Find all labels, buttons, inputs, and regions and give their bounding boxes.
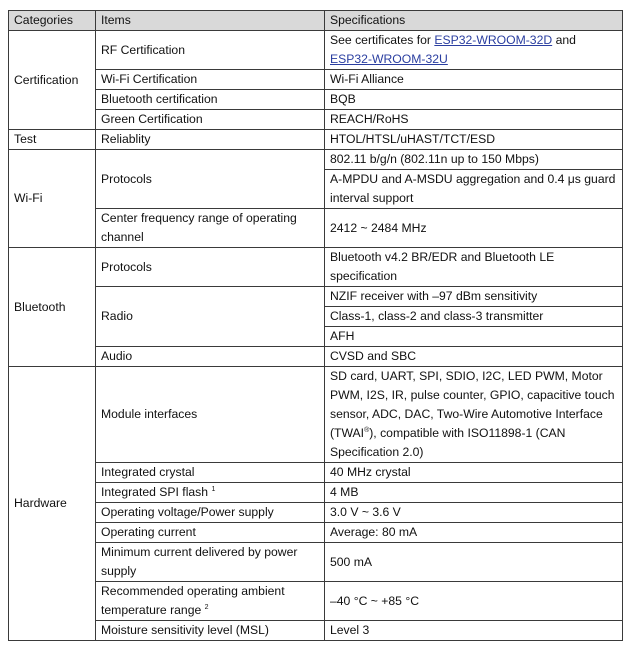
spec-center-frequency: 2412 ~ 2484 MHz (325, 209, 623, 248)
table-row (9, 582, 623, 621)
spec-reliability: HTOL/HTSL/uHAST/TCT/ESD (325, 130, 623, 150)
rf-spec-and: and (555, 33, 576, 47)
item-integrated-crystal: Integrated crystal (96, 463, 325, 483)
table-row (9, 209, 623, 248)
table-row (9, 90, 623, 110)
esp32-wroom-32u-link[interactable]: ESP32-WROOM-32U (330, 52, 448, 66)
item-moisture-sensitivity: Moisture sensitivity level (MSL) (96, 621, 325, 641)
module-spec-text-end: ), compatible with ISO11898-1 (CAN Specification 2.0) (330, 426, 566, 459)
module-spec-text: SD card, UART, SPI, SDIO, I2C, LED PWM, Motor PWM, I2S, IR, pulse counter, GPIO, capacitive touch sensor, ADC, DAC, Two-Wire Automotive Interface (TWAI (330, 369, 615, 440)
rf-spec-text: See certificates for (330, 33, 431, 47)
spec-moisture-sensitivity: Level 3 (325, 621, 623, 641)
table-row (9, 31, 623, 70)
spi-flash-label: Integrated SPI flash (101, 485, 209, 499)
item-radio: Radio (96, 287, 325, 347)
spec-operating-voltage: 3.0 V ~ 3.6 V (325, 503, 623, 523)
item-center-frequency: Center frequency range of operating channel (96, 209, 325, 248)
item-minimum-current: Minimum current delivered by power supply (96, 543, 325, 582)
header-items: Items (96, 11, 325, 31)
spec-radio-2: Class-1, class-2 and class-3 transmitter (325, 307, 623, 327)
item-operating-voltage: Operating voltage/Power supply (96, 503, 325, 523)
table-row (9, 130, 623, 150)
item-ambient-temperature (96, 582, 325, 621)
item-rf-certification: RF Certification (96, 31, 325, 70)
spec-audio: CVSD and SBC (325, 347, 623, 367)
registered-mark: ® (364, 427, 370, 434)
table-row (9, 347, 623, 367)
item-green-certification: Green Certification (96, 110, 325, 130)
table-row (9, 543, 623, 582)
category-certification: Certification (9, 31, 96, 130)
category-wifi: Wi-Fi (9, 150, 96, 248)
table-row (9, 70, 623, 90)
category-bluetooth: Bluetooth (9, 248, 96, 367)
item-operating-current: Operating current (96, 523, 325, 543)
specifications-table (8, 10, 623, 641)
item-bluetooth-certification: Bluetooth certification (96, 90, 325, 110)
footnote-2: 2 (204, 604, 209, 611)
spec-wifi-protocols-2: A-MPDU and A-MSDU aggregation and 0.4 μs guard interval support (325, 170, 623, 209)
spec-ambient-temperature: –40 °C ~ +85 °C (325, 582, 623, 621)
spec-radio-1: NZIF receiver with –97 dBm sensitivity (325, 287, 623, 307)
header-specifications: Specifications (325, 11, 623, 31)
item-reliability: Reliablity (96, 130, 325, 150)
table-row (9, 248, 623, 287)
header-row (9, 11, 623, 31)
table-row (9, 483, 623, 503)
spec-module-interfaces (325, 367, 623, 463)
spec-bluetooth-protocols: Bluetooth v4.2 BR/EDR and Bluetooth LE specification (325, 248, 623, 287)
footnote-1: 1 (211, 486, 216, 493)
item-integrated-spi-flash (96, 483, 325, 503)
spec-integrated-crystal: 40 MHz crystal (325, 463, 623, 483)
table-row (9, 367, 623, 463)
category-test: Test (9, 130, 96, 150)
item-wifi-certification: Wi-Fi Certification (96, 70, 325, 90)
spec-rf-certification (325, 31, 623, 70)
spec-bluetooth-certification: BQB (325, 90, 623, 110)
spec-green-certification: REACH/RoHS (325, 110, 623, 130)
esp32-wroom-32d-link[interactable]: ESP32-WROOM-32D (434, 33, 553, 47)
item-module-interfaces: Module interfaces (96, 367, 325, 463)
table-row (9, 150, 623, 170)
table-row (9, 463, 623, 483)
ambient-temperature-label: Recommended operating ambient temperature range (101, 584, 285, 617)
spec-radio-3: AFH (325, 327, 623, 347)
spec-integrated-spi-flash: 4 MB (325, 483, 623, 503)
category-hardware: Hardware (9, 367, 96, 641)
table-row (9, 621, 623, 641)
table-row (9, 110, 623, 130)
header-categories: Categories (9, 11, 96, 31)
spec-wifi-certification: Wi-Fi Alliance (325, 70, 623, 90)
table-row (9, 523, 623, 543)
table-row (9, 503, 623, 523)
item-audio: Audio (96, 347, 325, 367)
spec-minimum-current: 500 mA (325, 543, 623, 582)
spec-wifi-protocols-1: 802.11 b/g/n (802.11n up to 150 Mbps) (325, 150, 623, 170)
spec-operating-current: Average: 80 mA (325, 523, 623, 543)
table-row (9, 287, 623, 307)
item-wifi-protocols: Protocols (96, 150, 325, 209)
item-bluetooth-protocols: Protocols (96, 248, 325, 287)
